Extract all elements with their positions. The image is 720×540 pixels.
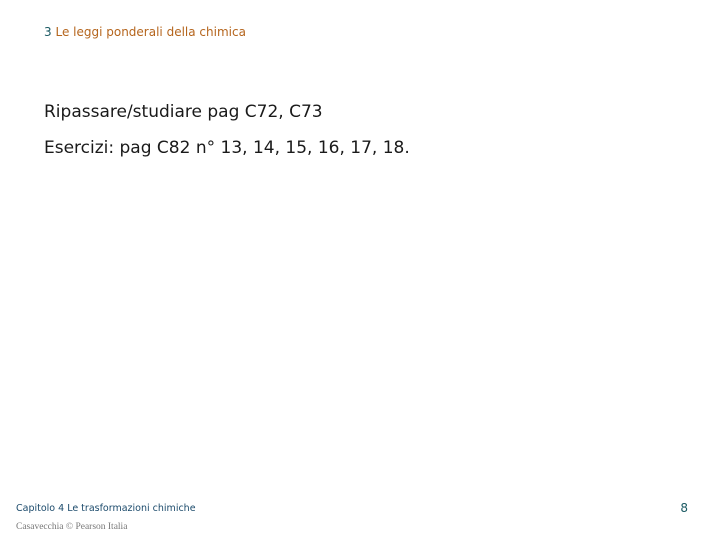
slide-body [44,94,410,166]
section-header [44,25,246,39]
footer-copyright: Casavecchia © Pearson Italia [16,522,128,532]
page-number: 8 [680,501,688,515]
footer-chapter: Capitolo 4 Le trasformazioni chimiche [16,503,196,514]
section-title: Le leggi ponderali della chimica [55,25,246,39]
study-instruction: Ripassare/studiare pag C72, C73 [44,102,323,122]
exercise-instruction: Esercizi: pag C82 n° 13, 14, 15, 16, 17, 18. [44,138,410,158]
section-number: 3 [44,25,52,39]
